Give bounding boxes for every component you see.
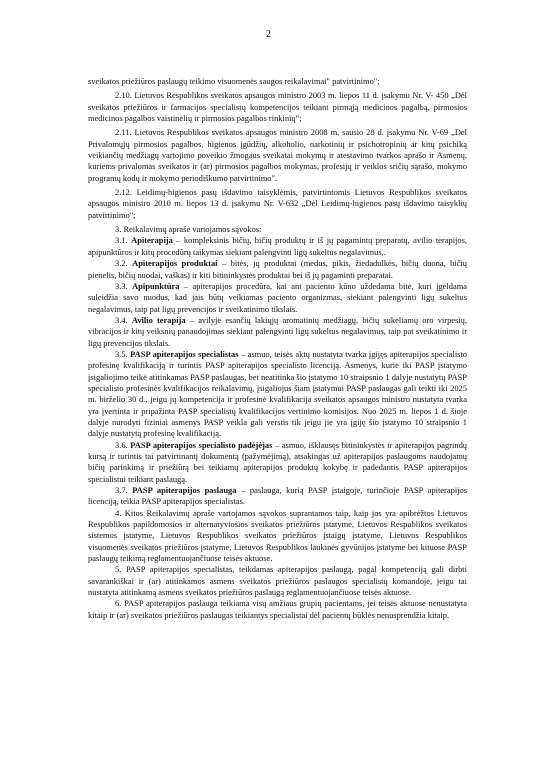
paragraph-text: 3.4. <box>115 314 132 325</box>
defined-term: Apiterapija <box>131 235 173 246</box>
paragraph <box>88 281 467 315</box>
paragraph <box>88 187 467 221</box>
paragraph-text: 3.3. <box>115 280 133 291</box>
paragraph-text: sveikatos priežiūros paslaugų teikimo visuomenės saugos reikalavimai" patvirtinimo"; <box>88 76 380 86</box>
paragraph-text: – bitės, jų produktai (medus, pikis, žiedadulkės, bičių duona, bičių pienelis, bičių nuodai, vaškas) ir kiti bitininkystės produktai bei iš jų pagaminti preparatai. <box>88 258 468 280</box>
paragraph-text: 4. Kitos Reikalavimų apraše vartojamos sąvokos suprantamos taip, kaip jos yra apibrėžtos Lietuvos Respublikos papildomosios ir alternatyviosios sveikatos priežiūros įstatyme, Lietuvos Respublikos sveikatos sistemos įstatyme, Lietuvos Respublikos sveikatos priežiūros įstaigų įstatyme, Lietuvos Respublikos visuomenės sveikatos priežiūros įstatyme, Lietuvos Respublikos laukinės gyvūnijos įstatyme bei kituose PASP paslaugų teikimą reglamentuojančiuose teisės aktuose. <box>88 507 467 564</box>
paragraph <box>88 235 467 258</box>
paragraph-text: 3. Reikalavimų apraše vartojamos sąvokos: <box>115 224 262 235</box>
defined-term: PASP apiterapijos specialisto padėjėjas <box>130 439 273 450</box>
paragraph <box>88 564 467 598</box>
paragraph-text: 3.7. <box>115 485 133 496</box>
paragraph <box>88 349 467 440</box>
page-number: 2 <box>266 29 271 40</box>
paragraph <box>88 224 467 235</box>
paragraph <box>88 90 467 124</box>
document-body <box>88 76 467 621</box>
defined-term: Apipunktūra <box>132 280 180 291</box>
paragraph-text: 2.11. Lietuvos Respublikos sveikatos apsaugos ministro 2008 m. sausio 28 d. įsakymu Nr. V-69 „Dėl Privalomųjų pirmosios pagalbos, higienos įgūdžių, alkoholio, narkotinių ir psichotropinių ar kitų psichiką veikiančių medžiagų vartojimo poveikio žmogaus sveikatai mokymų ir atestavimo tvarkos aprašo ir Asmenų, kuriems privalomas sveikatos ir (ar) pirmosios pagalbos mokymas, profesijų ir veiklos sričių sąrašo, mokymo programų kodų ir mokymo periodiškumo patvirtinimo". <box>88 127 467 183</box>
paragraph-text: – asmuo, teisės aktų nustatyta tvarka įgijęs apiterapijos specialisto profesinę kvalifikaciją ir turintis PASP apiterapijos specialisto licenciją. Asmenys, kurie iki PASP įstatymo įsigaliojimo teikė atitinkamas PASP paslaugas, bet neatitinka šio įstatymo 10 straipsnio 1 dalyje nustatytų PASP specialisto profesinės kvalifikacijos reikalavimų, įsigaliojus šiam įstatymui PASP paslaugas gali teikti iki 2025 m. birželio 30 d., jeigu jų kompetencija ir profesinė kvalifikacija sveikatos apsaugos ministro nustatyta tvarka yra įvertinta ir pripažinta PASP specialistų kvalifikacijos vertinimo komisijos. Nuo 2025 m. liepos 1 d. šioje dalyje nurodyti fiziniai asmenys PASP veikla gali verstis tik jeigu jie yra įgiję šio įstatymo 10 straipsnio 1 dalyje nustatytą profesinę kvalifikaciją. <box>88 348 468 439</box>
paragraph <box>88 315 467 349</box>
paragraph <box>88 485 467 508</box>
paragraph-text: – asmuo, išklausęs bitininkystės ir apiterapijos pagrindų kursą ir turintis tai patvirtinantį dokumentą (pažymėjimą), atsakingas už apiterapijos paslaugoms naudojamų bičių parinkimą ir priežiūrą bei teikiamų apiterapijos produktų kokybę ir padedantis PASP apiterapijos specialistui teikiant paslaugą. <box>88 439 468 484</box>
paragraph-text: – apiterapijos procedūra, kai ant paciento kūno uždedama bitė, kuri įgeldama suleidžia savo nuodus, kad jais būtų veikiamas paciento organizmas, siekiant palengvinti ligų sukeltus negalavimus, taip pat ligų prevencijos ir sveikatinimo tikslais. <box>88 280 468 314</box>
paragraph-text: 5. PASP apiterapijos specialistas, teikdamas apiterapijos paslaugą, pagal kompetenciją gali dirbti savarankiškai ir (ar) atitinkamos asmens sveikatos priežiūros paslaugos specialistų komandoje, jeigu tai nustatyta atitinkamą asmens sveikatos priežiūros paslaugą reglamentuojančiuose teisės aktuose. <box>88 564 467 598</box>
paragraph-text: 3.2. <box>115 258 133 269</box>
paragraph <box>88 127 467 184</box>
paragraph <box>88 440 467 485</box>
paragraph-text: 3.5. <box>115 348 131 359</box>
paragraph-text: – paslauga, kurią PASP įstaigoje, turinčioje PASP apiterapijos licenciją, teikia PASP apiterapijos specialistas. <box>88 485 468 507</box>
paragraph <box>88 508 467 565</box>
defined-term: Apiterapijos produktai <box>132 258 218 269</box>
paragraph <box>88 76 467 87</box>
defined-term: PASP apiterapijos specialistas <box>130 348 239 359</box>
paragraph-text: 2.12. Leidimų-higienos pasų išdavimo taisyklėmis, patvirtintomis Lietuvos Respublikos sveikatos apsaugos ministro 2010 m. liepos 13 d. įsakymu Nr. V-632 „Dėl Leidimų-higienos pasų išdavimo taisyklių patvirtinimo"; <box>88 187 467 220</box>
paragraph-text: 6. PASP apiterapijos paslauga teikiama visų amžiaus grupių pacientams, jei teisės aktuose nenustatyta kitaip ir (ar) sveikatos priežiūros paslaugas teikiantys specialistai dėl pacientų būklės nenusprendžia kitaip. <box>88 598 467 620</box>
defined-term: Avilio terapija <box>131 314 186 325</box>
paragraph-text: – kompleksinis bičių, bičių produktų ir iš jų pagamintų preparatų, avilio terapijos, apipunktūros ir kitų procedūrų taikymas siekiant palengvinti ligų sukeltus negalavimus,. <box>88 235 468 257</box>
paragraph-text: – avilyje esančių lakiųjų aromatinių medžiagų, bičių sukeliamų oro virpesių, vibracijos ir kitų veiksnių panaudojimas siekiant palengvinti ligų sukeltus negalavimus, taip pat sveikatinimo ir ligų prevencijos tikslais. <box>88 314 467 348</box>
paragraph <box>88 598 467 621</box>
paragraph-text: 3.6. <box>115 439 131 450</box>
paragraph <box>88 258 467 281</box>
paragraph-text: 2.10. Lietuvos Respublikos sveikatos apsaugos ministro 2003 m. liepos 11 d. įsakymu Nr. V- 450 „Dėl sveikatos priežiūros ir farmacijos specialistų kompetencijos teikiant pirmąją medicinos pagalbą, pirmosios medicinos pagalbos vaistinėlių ir pirmosios pagalbos rinkinių"; <box>88 90 467 124</box>
paragraph-text: 3.1. <box>115 235 132 246</box>
defined-term: PASP apiterapijos paslauga <box>132 485 237 496</box>
